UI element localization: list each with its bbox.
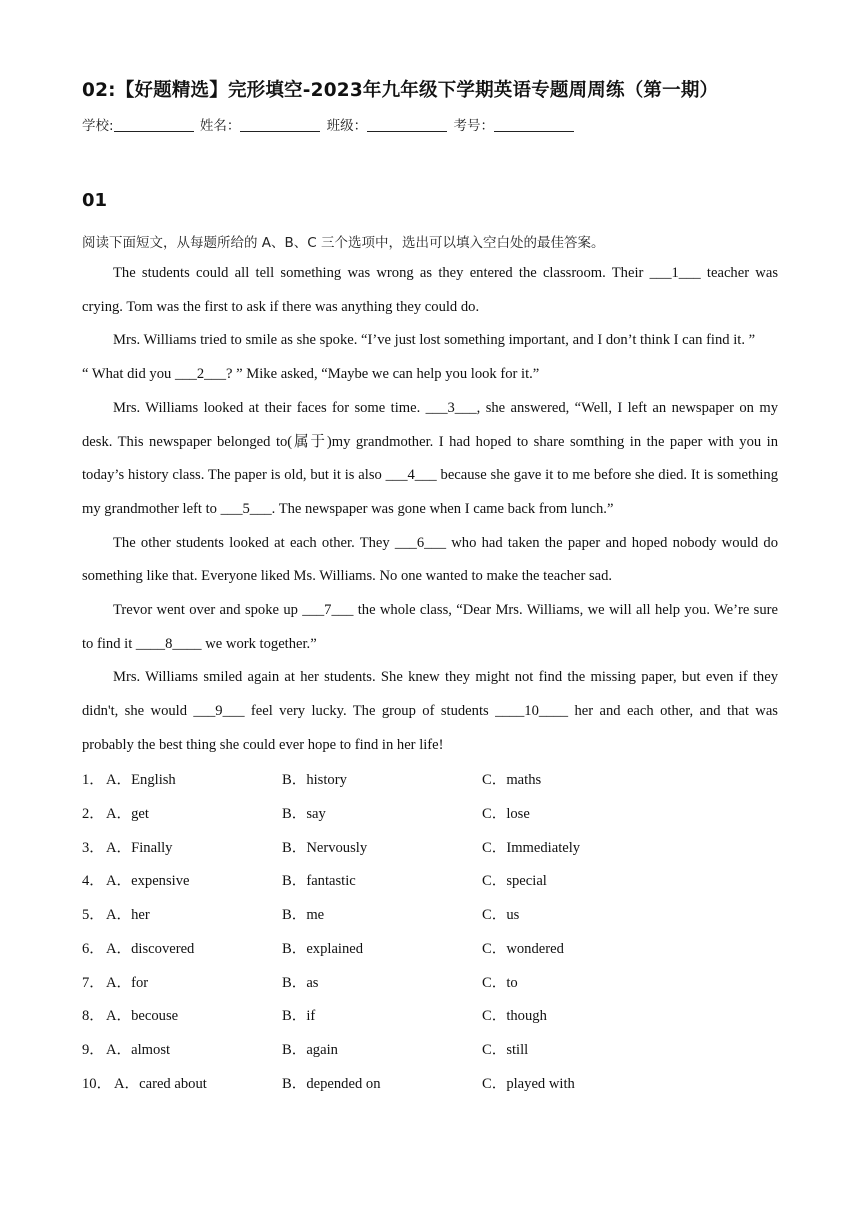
school-blank[interactable] (114, 117, 194, 132)
option-a[interactable]: A．get (106, 805, 149, 822)
question-number: 7． (82, 974, 104, 991)
option-c[interactable]: C．lose (482, 805, 530, 822)
option-b[interactable]: B．depended on (282, 1075, 381, 1092)
option-a[interactable]: A．for (106, 974, 149, 991)
question-number: 6． (82, 940, 104, 957)
question-option-row (82, 933, 782, 967)
option-b[interactable]: B．history (282, 772, 347, 788)
passage-paragraph: Mrs. Williams tried to smile as she spoke. “I’ve just lost something important, and I don’t think I can find it. ” (113, 332, 756, 349)
reading-passage (82, 257, 778, 763)
student-info-line (82, 114, 576, 134)
question-number: 10． (82, 1075, 112, 1092)
option-c[interactable]: C．wondered (482, 940, 564, 957)
question-number: 8． (82, 1008, 104, 1025)
question-number: 3． (82, 839, 104, 856)
question-option-row (82, 764, 782, 798)
name-blank[interactable] (240, 117, 320, 132)
answer-options (82, 764, 782, 1102)
option-a[interactable]: A．English (106, 772, 176, 788)
option-b[interactable]: B．if (282, 1008, 316, 1025)
option-c[interactable]: C．to (482, 974, 518, 991)
school-label: 学校: (82, 118, 114, 134)
option-a[interactable]: A．almost (106, 1042, 171, 1058)
question-option-row (82, 1000, 782, 1034)
passage-paragraph: The other students looked at each other. They ___6___ who had taken the paper and hoped nobody would do something like that. Everyone liked Ms. Williams. No one wanted to make the teacher sad. (82, 534, 778, 585)
option-c[interactable]: C．though (482, 1008, 547, 1025)
name-label: 姓名： (199, 118, 241, 134)
option-a[interactable]: A．expensive (106, 873, 190, 890)
question-option-row (82, 1034, 782, 1068)
worksheet-title: 02:【好题精选】完形填空-2023年九年级下学期英语专题周周练（第一期） (82, 80, 719, 101)
option-b[interactable]: B．as (282, 974, 319, 991)
option-c[interactable]: C．maths (482, 772, 542, 788)
question-option-row (82, 832, 782, 866)
question-option-row (82, 1068, 782, 1102)
question-option-row (82, 967, 782, 1001)
option-b[interactable]: B．again (282, 1042, 338, 1058)
question-number: 1． (82, 772, 104, 788)
option-a[interactable]: A．cared about (114, 1075, 207, 1092)
passage-paragraph: Mrs. Williams looked at their faces for some time. ___3___, she answered, “Well, I left an newspaper on my desk. This newspaper belonged to(属于)my grandmother. I had hoped to share somthing in the paper with you in today’s history class. The paper is old, but it is also ___4___ because she gave it to me before she died. It is something my grandmother left to ___5___. The newspaper was gone when I came back from lunch.” (82, 399, 778, 517)
option-c[interactable]: C．still (482, 1042, 529, 1058)
option-c[interactable]: C．played with (482, 1075, 575, 1092)
class-blank[interactable] (367, 117, 447, 132)
option-b[interactable]: B．Nervously (282, 839, 368, 856)
option-b[interactable]: B．fantastic (282, 873, 356, 890)
question-number: 9． (82, 1042, 104, 1058)
option-c[interactable]: C．us (482, 907, 520, 923)
option-a[interactable]: A．discovered (106, 940, 195, 957)
question-number: 5． (82, 907, 104, 923)
exam-number-blank[interactable] (494, 117, 574, 132)
option-c[interactable]: C．special (482, 873, 547, 890)
passage-paragraph: The students could all tell something was wrong as they entered the classroom. Their ___1___ teacher was crying. Tom was the first to ask if there was anything they could do. (82, 265, 778, 315)
passage-paragraph: “ What did you ___2___? ” Mike asked, “Maybe we can help you look for it.” (82, 366, 540, 383)
passage-paragraph: Trevor went over and spoke up ___7___ the whole class, “Dear Mrs. Williams, we will all help you. We’re sure to find it ____8____ we work together.” (82, 602, 778, 652)
passage-paragraph: Mrs. Williams smiled again at her students. She knew they might not find the missing paper, but even if they didn't, she would ___9___ feel very lucky. The group of students ____10____ her and each other, and that was probably the best thing she could ever hope to find in her life! (82, 669, 778, 753)
question-number: 4． (82, 873, 104, 890)
option-b[interactable]: B．explained (282, 940, 364, 957)
option-a[interactable]: A．becouse (106, 1008, 179, 1025)
option-b[interactable]: B．me (282, 907, 325, 923)
option-a[interactable]: A．Finally (106, 839, 173, 856)
question-number: 2． (82, 805, 104, 822)
option-b[interactable]: B．say (282, 805, 326, 822)
class-label: 班级： (326, 118, 368, 134)
instruction-text: 阅读下面短文，从每题所给的 A、B、C 三个选项中，选出可以填入空白处的最佳答案。 (82, 235, 605, 251)
section-number: 01 (82, 190, 108, 211)
question-option-row (82, 798, 782, 832)
option-a[interactable]: A．her (106, 907, 150, 923)
question-option-row (82, 865, 782, 899)
exam-number-label: 考号： (453, 118, 494, 134)
option-c[interactable]: C．Immediately (482, 839, 581, 856)
question-option-row (82, 899, 782, 933)
